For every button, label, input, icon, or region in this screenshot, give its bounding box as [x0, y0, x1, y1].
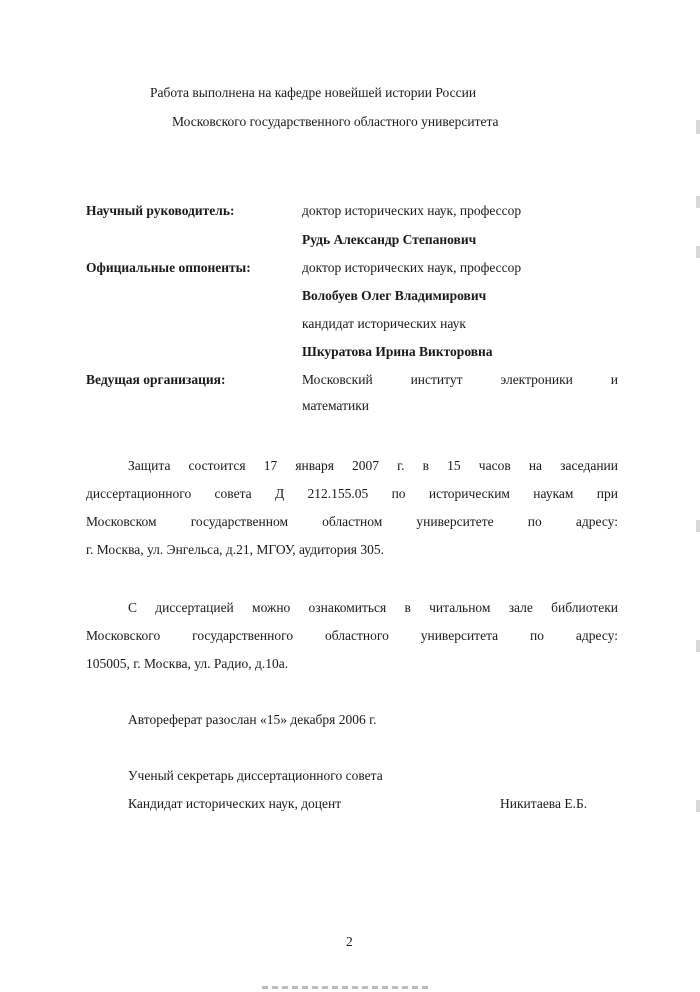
scan-edge-mark — [696, 800, 700, 812]
scan-edge-mark — [696, 120, 700, 134]
defense-paragraph — [86, 452, 618, 564]
library-paragraph — [86, 594, 618, 678]
secretary-title: Ученый секретарь диссертационного совета — [128, 768, 383, 783]
library-line-2: Московского государственного областного университета по адресу: — [86, 628, 618, 643]
header-line-1: Работа выполнена на кафедре новейшей истории России — [150, 85, 477, 100]
library-line-3: 105005, г. Москва, ул. Радио, д.10а. — [86, 656, 289, 671]
opponent-2-name: Шкуратова Ирина Викторовна — [302, 344, 493, 359]
scan-edge-mark — [696, 520, 700, 532]
sent-date: Автореферат разослан «15» декабря 2006 г. — [128, 712, 377, 727]
scan-edge-mark — [696, 640, 700, 652]
supervisor-name: Рудь Александр Степанович — [302, 232, 477, 247]
scan-edge-artifact — [262, 986, 432, 989]
opponents-label: Официальные оппоненты: — [86, 260, 251, 275]
library-line-1: С диссертацией можно ознакомиться в читальном зале библиотеки — [128, 600, 618, 615]
secretary-name: Никитаева Е.Б. — [500, 796, 588, 811]
defense-line-4: г. Москва, ул. Энгельса, д.21, МГОУ, аудитория 305. — [86, 542, 384, 557]
page-number: 2 — [346, 934, 353, 949]
lead-org-line-2: математики — [302, 398, 369, 413]
header-line-2: Московского государственного областного университета — [172, 114, 499, 129]
defense-line-2: диссертационного совета Д 212.155.05 по историческим наукам при — [86, 486, 618, 501]
lead-org-label: Ведущая организация: — [86, 372, 226, 387]
defense-line-1: Защита состоится 17 января 2007 г. в 15 часов на заседании — [128, 458, 618, 473]
opponent-1-degree: доктор исторических наук, профессор — [302, 260, 522, 275]
opponent-1-name: Волобуев Олег Владимирович — [302, 288, 487, 303]
scan-edge-mark — [696, 246, 700, 258]
defense-line-3: Московском государственном областном университете по адресу: — [86, 514, 618, 529]
supervisor-degree: доктор исторических наук, профессор — [302, 203, 522, 218]
opponent-2-degree: кандидат исторических наук — [302, 316, 466, 331]
supervisor-label: Научный руководитель: — [86, 203, 235, 218]
lead-org-line-1: Московский институт электроники и — [302, 372, 618, 387]
scan-edge-mark — [696, 196, 700, 208]
secretary-degree: Кандидат исторических наук, доцент — [128, 796, 342, 811]
